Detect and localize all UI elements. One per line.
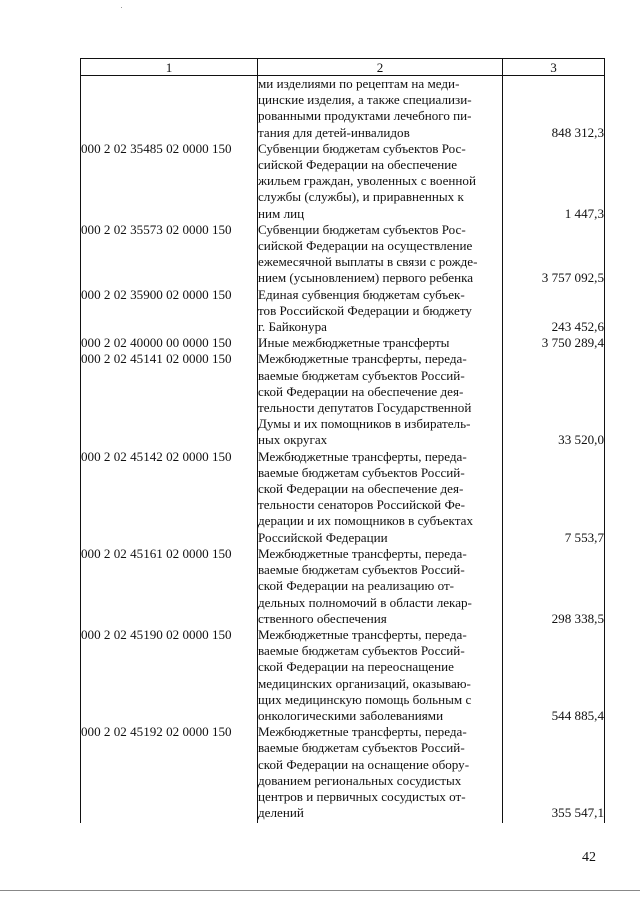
row-name: [258, 627, 503, 724]
page-bottom-edge: [0, 890, 640, 891]
row-name-line: ных округах: [258, 432, 328, 448]
row-name-line: ваемые бюджетам субъектов Россий-: [258, 740, 465, 756]
row-amount: 1 447,3: [503, 141, 605, 222]
row-amount: 848 312,3: [503, 76, 605, 141]
header-col-2: 2: [258, 59, 503, 76]
row-amount: 243 452,6: [503, 287, 605, 336]
row-name-line: рованными продуктами лечебного пи-: [258, 108, 472, 124]
header-col-1: 1: [81, 59, 258, 76]
row-name-line: сийской Федерации на осуществление: [258, 238, 473, 254]
row-name-line: онкологическими заболеваниями: [258, 707, 444, 723]
row-name: [258, 449, 503, 546]
row-name-line: Межбюджетные трансферты, переда-: [258, 448, 467, 464]
header-col-3: 3: [503, 59, 605, 76]
row-code: 000 2 02 45161 02 0000 150: [81, 546, 258, 627]
scan-speck: [121, 7, 122, 8]
row-name-line: тов Российской Федерации и бюджету: [258, 302, 472, 318]
table-row: [81, 76, 605, 141]
row-amount: 355 547,1: [503, 724, 605, 821]
row-code: 000 2 02 35485 02 0000 150: [81, 141, 258, 222]
table-row: [81, 627, 605, 724]
row-name-line: тания для детей-инвалидов: [258, 124, 410, 140]
row-name-line: ваемые бюджетам субъектов Россий-: [258, 367, 465, 383]
row-name-line: цинские изделия, а также специализи-: [258, 92, 472, 108]
row-name-line: Субвенции бюджетам субъектов Рос-: [258, 221, 466, 237]
row-name: [258, 546, 503, 627]
row-name: [258, 335, 503, 351]
row-name-line: медицинских организаций, оказываю-: [258, 675, 471, 691]
row-amount: 3 757 092,5: [503, 222, 605, 287]
row-name-line: Думы и их помощников в избиратель-: [258, 416, 471, 432]
row-name: [258, 287, 503, 336]
row-name-line: Российской Федерации: [258, 529, 388, 545]
row-code: 000 2 02 45190 02 0000 150: [81, 627, 258, 724]
row-name-line: ской Федерации на реализацию от-: [258, 578, 455, 594]
row-code: [81, 76, 258, 141]
row-name-line: Межбюджетные трансферты, переда-: [258, 545, 467, 561]
page-number: 42: [582, 850, 596, 865]
row-name-line: сийской Федерации на обеспечение: [258, 157, 458, 173]
budget-table: [80, 58, 605, 823]
row-amount: 544 885,4: [503, 627, 605, 724]
table-row: [81, 351, 605, 448]
table-row: [81, 335, 605, 351]
row-name-line: ми изделиями по рецептам на меди-: [258, 76, 460, 91]
row-name-line: ваемые бюджетам субъектов Россий-: [258, 562, 465, 578]
table-row: [81, 141, 605, 222]
table-body: [81, 76, 605, 822]
row-name-line: ской Федерации на обеспечение дея-: [258, 481, 464, 497]
row-code: 000 2 02 45142 02 0000 150: [81, 449, 258, 546]
row-name-line: ваемые бюджетам субъектов Россий-: [258, 464, 465, 480]
row-name-line: Межбюджетные трансферты, переда-: [258, 626, 467, 642]
row-code: 000 2 02 35900 02 0000 150: [81, 287, 258, 336]
table-row: [81, 449, 605, 546]
row-name-line: Единая субвенция бюджетам субъек-: [258, 286, 465, 302]
table-row: [81, 222, 605, 287]
row-name-line: центров и первичных сосудистых от-: [258, 788, 466, 804]
header-row: [81, 59, 605, 76]
row-name-line: дельных полномочий в области лекар-: [258, 594, 472, 610]
row-name-line: ской Федерации на обеспечение дея-: [258, 383, 464, 399]
row-code: 000 2 02 45192 02 0000 150: [81, 724, 258, 821]
row-name-line: ваемые бюджетам субъектов Россий-: [258, 643, 465, 659]
table-row: [81, 546, 605, 627]
row-name-line: ежемесячной выплаты в связи с рожде-: [258, 254, 478, 270]
row-name-line: Иные межбюджетные трансферты: [258, 335, 450, 351]
row-amount: 33 520,0: [503, 351, 605, 448]
row-name-line: щих медицинскую помощь больным с: [258, 691, 472, 707]
row-name-line: нием (усыновлением) первого ребенка: [258, 270, 474, 286]
row-name: [258, 222, 503, 287]
row-code: 000 2 02 35573 02 0000 150: [81, 222, 258, 287]
row-name-line: Межбюджетные трансферты, переда-: [258, 351, 467, 367]
row-amount: 298 338,5: [503, 546, 605, 627]
row-name-line: ской Федерации на переоснащение: [258, 659, 454, 675]
row-amount: 7 553,7: [503, 449, 605, 546]
row-name-line: ственного обеспечения: [258, 610, 387, 626]
row-code: 000 2 02 40000 00 0000 150: [81, 335, 258, 351]
row-name: [258, 141, 503, 222]
row-name-line: службы (службы), и приравненных к: [258, 189, 464, 205]
row-code: 000 2 02 45141 02 0000 150: [81, 351, 258, 448]
table-row: [81, 287, 605, 336]
row-amount: 3 750 289,4: [503, 335, 605, 351]
row-name: [258, 76, 503, 141]
row-name: [258, 724, 503, 821]
row-name-line: делений: [258, 805, 304, 821]
row-name-line: ской Федерации на оснащение обору-: [258, 756, 470, 772]
table-bottom-spacer: [81, 821, 605, 823]
row-name-line: Субвенции бюджетам субъектов Рос-: [258, 140, 466, 156]
row-name-line: тельности сенаторов Российской Фе-: [258, 497, 465, 513]
row-name-line: тельности депутатов Государственной: [258, 400, 472, 416]
row-name-line: жильем граждан, уволенных с военной: [258, 173, 476, 189]
row-name-line: ним лиц: [258, 205, 305, 221]
row-name-line: дованием региональных сосудистых: [258, 772, 462, 788]
row-name: [258, 351, 503, 448]
row-name-line: г. Байконура: [258, 319, 327, 335]
row-name-line: Межбюджетные трансферты, переда-: [258, 724, 467, 740]
row-name-line: дерации и их помощников в субъектах: [258, 513, 473, 529]
table-row: [81, 724, 605, 821]
